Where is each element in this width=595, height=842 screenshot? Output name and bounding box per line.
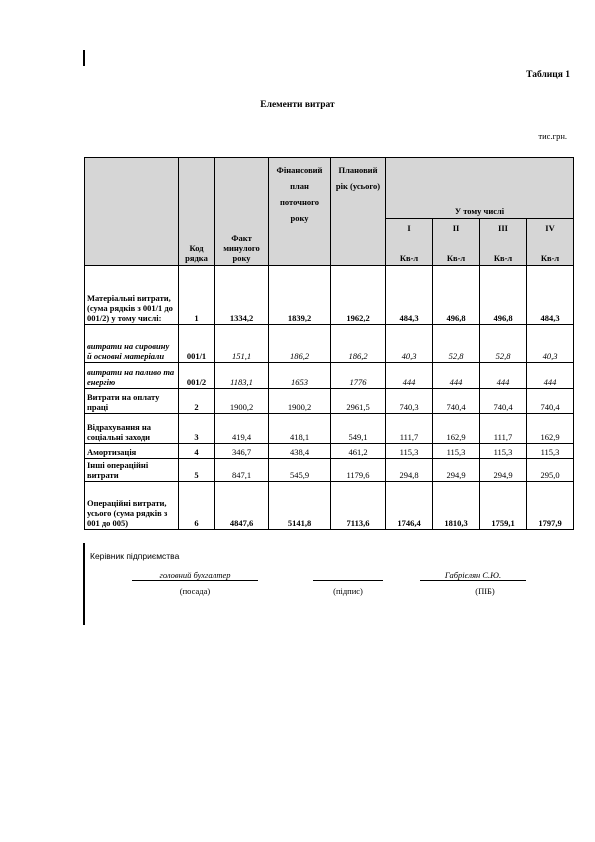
- row-fact: 4847,6: [215, 482, 269, 530]
- row-q1: 40,3: [386, 325, 433, 363]
- row-name: Інші операційні витрати: [85, 459, 179, 482]
- row-q3: 1759,1: [480, 482, 527, 530]
- row-fact: 1334,2: [215, 266, 269, 325]
- row-q1: 740,3: [386, 389, 433, 414]
- row-q3: 52,8: [480, 325, 527, 363]
- row-q4: 295,0: [527, 459, 574, 482]
- row-fact: 847,1: [215, 459, 269, 482]
- row-plan-year: 1179,6: [331, 459, 386, 482]
- header-q4: IV Кв-л: [527, 219, 574, 266]
- row-fact: 1183,1: [215, 363, 269, 389]
- row-q4: 1797,9: [527, 482, 574, 530]
- row-q3: 496,8: [480, 266, 527, 325]
- row-name: Амортизація: [85, 444, 179, 459]
- position-line: [132, 580, 258, 581]
- header-q3: III Кв-л: [480, 219, 527, 266]
- row-q2: 162,9: [433, 414, 480, 444]
- row-q2: 1810,3: [433, 482, 480, 530]
- row-fact: 151,1: [215, 325, 269, 363]
- table-row: [85, 389, 574, 414]
- header-plan-year: Плановий рік (усього): [331, 158, 386, 266]
- row-q1: 1746,4: [386, 482, 433, 530]
- row-fin-plan: 1839,2: [269, 266, 331, 325]
- row-plan-year: 549,1: [331, 414, 386, 444]
- signature-line: [313, 580, 383, 581]
- row-q2: 444: [433, 363, 480, 389]
- row-code: 001/2: [179, 363, 215, 389]
- row-code: 5: [179, 459, 215, 482]
- row-q1: 484,3: [386, 266, 433, 325]
- row-plan-year: 1776: [331, 363, 386, 389]
- header-q1: I Кв-л: [386, 219, 433, 266]
- row-q4: 740,4: [527, 389, 574, 414]
- header-name: [85, 158, 179, 266]
- row-name: Операційні витрати, усього (сума рядків з 001 до 005): [85, 482, 179, 530]
- table-row: [85, 414, 574, 444]
- row-q2: 496,8: [433, 266, 480, 325]
- table-row: [85, 444, 574, 459]
- row-plan-year: 7113,6: [331, 482, 386, 530]
- row-q2: 115,3: [433, 444, 480, 459]
- row-code: 6: [179, 482, 215, 530]
- name-line: [420, 580, 526, 581]
- table-label: Таблиця 1: [526, 70, 570, 80]
- row-name: витрати на паливо та енергію: [85, 363, 179, 389]
- row-code: 3: [179, 414, 215, 444]
- header-code: Код рядка: [179, 158, 215, 266]
- row-q1: 111,7: [386, 414, 433, 444]
- row-fin-plan: 438,4: [269, 444, 331, 459]
- row-plan-year: 461,2: [331, 444, 386, 459]
- row-fin-plan: 418,1: [269, 414, 331, 444]
- table-row: [85, 459, 574, 482]
- table-row: [85, 482, 574, 530]
- position-caption: (посада): [179, 586, 211, 596]
- signature-caption: (підпис): [333, 586, 363, 596]
- row-name: Витрати на оплату праці: [85, 389, 179, 414]
- head-label: Керівник підприємства: [90, 551, 180, 561]
- row-fact: 1900,2: [215, 389, 269, 414]
- header-q2: II Кв-л: [433, 219, 480, 266]
- row-code: 1: [179, 266, 215, 325]
- row-q3: 740,4: [480, 389, 527, 414]
- row-fact: 346,7: [215, 444, 269, 459]
- row-q4: 484,3: [527, 266, 574, 325]
- row-q3: 111,7: [480, 414, 527, 444]
- page-title: Елементи витрат: [260, 100, 335, 110]
- row-q2: 52,8: [433, 325, 480, 363]
- position-value: головний бухгалтер: [159, 570, 231, 580]
- row-q3: 294,9: [480, 459, 527, 482]
- row-code: 2: [179, 389, 215, 414]
- table-row: [85, 325, 574, 363]
- row-fin-plan: 5141,8: [269, 482, 331, 530]
- row-fin-plan: 1653: [269, 363, 331, 389]
- row-code: 4: [179, 444, 215, 459]
- row-plan-year: 2961,5: [331, 389, 386, 414]
- row-q1: 115,3: [386, 444, 433, 459]
- row-fin-plan: 1900,2: [269, 389, 331, 414]
- row-name: Відрахування на соціальні заходи: [85, 414, 179, 444]
- row-q4: 444: [527, 363, 574, 389]
- name-value: Габрієлян С.Ю.: [444, 570, 502, 580]
- header-incl: У тому числі: [386, 158, 574, 219]
- row-q2: 740,4: [433, 389, 480, 414]
- row-q1: 294,8: [386, 459, 433, 482]
- row-q3: 115,3: [480, 444, 527, 459]
- row-plan-year: 1962,2: [331, 266, 386, 325]
- row-q4: 162,9: [527, 414, 574, 444]
- row-code: 001/1: [179, 325, 215, 363]
- row-q2: 294,9: [433, 459, 480, 482]
- header-fin-plan: Фінансовий план поточного року: [269, 158, 331, 266]
- table-row: [85, 363, 574, 389]
- row-name: витрати на сировину й основні матеріали: [85, 325, 179, 363]
- header-fact: Факт минулого року: [215, 158, 269, 266]
- row-fact: 419,4: [215, 414, 269, 444]
- cost-elements-table: [84, 157, 574, 530]
- row-q4: 115,3: [527, 444, 574, 459]
- row-fin-plan: 545,9: [269, 459, 331, 482]
- margin-marker-bottom: [83, 543, 85, 625]
- name-caption: (ПІБ): [475, 586, 495, 596]
- row-fin-plan: 186,2: [269, 325, 331, 363]
- row-q3: 444: [480, 363, 527, 389]
- units-label: тис.грн.: [538, 131, 567, 141]
- table-row: [85, 266, 574, 325]
- margin-marker-top: [83, 50, 85, 66]
- row-name: Матеріальні витрати, (сума рядків з 001/1 до 001/2) у тому числі:: [85, 266, 179, 325]
- row-q1: 444: [386, 363, 433, 389]
- row-plan-year: 186,2: [331, 325, 386, 363]
- row-q4: 40,3: [527, 325, 574, 363]
